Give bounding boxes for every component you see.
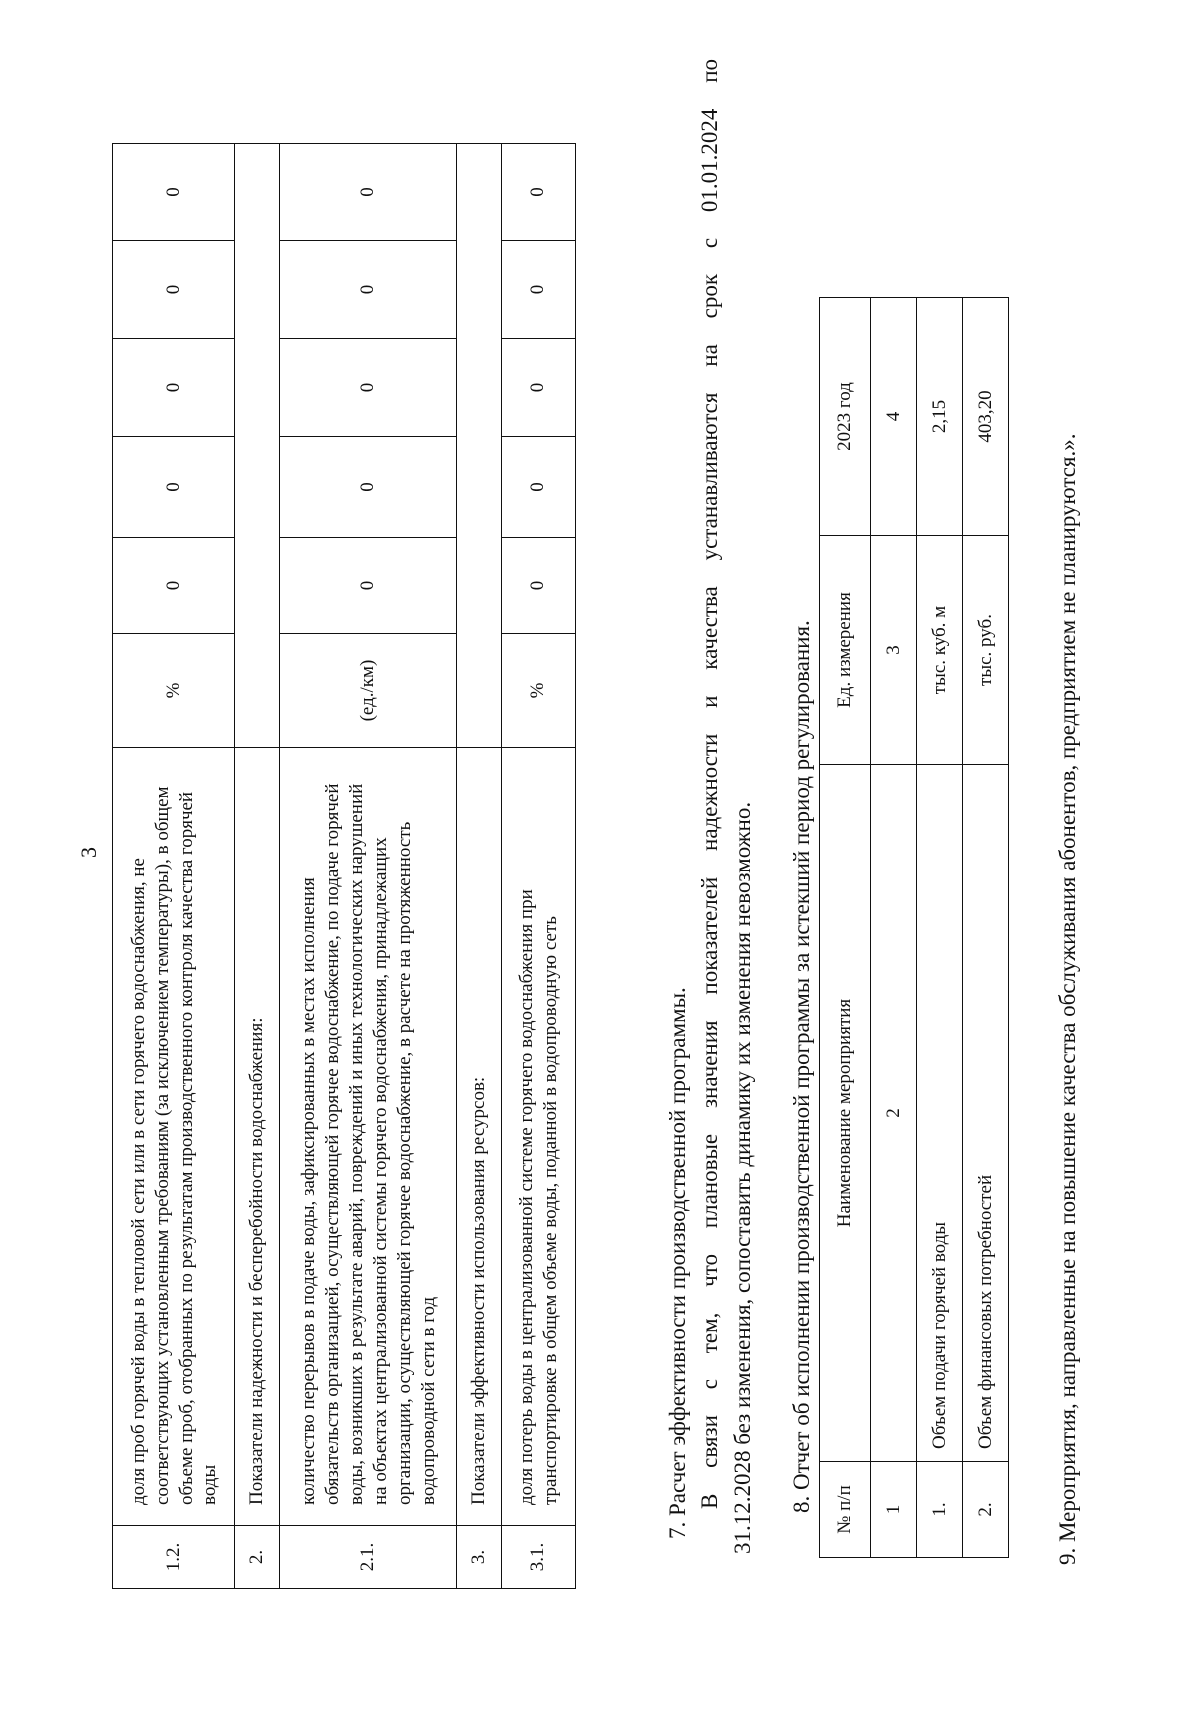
indicator-row [113,144,235,1589]
section-9-text: 9. Мероприятия, направленные на повышение качества обслуживания абонентов, предприятием не планируются.». [1055,433,1080,1565]
value-cell: 0 [279,339,456,437]
value-cell: 0 [501,339,575,437]
header-cell: 2023 год [820,298,871,536]
section-row [235,144,280,1589]
activity-name: Объем подачи горячей воды [917,765,963,1462]
indicators-table [112,143,576,1589]
value-cell: 0 [501,144,575,241]
page-number: 3 [76,847,101,858]
value-cell: 0 [501,538,575,634]
section-heading: Показатели надежности и бесперебойности водоснабжения: [235,748,280,1526]
row-number: 1. [917,1462,963,1558]
section-7-paragraph-line-1: В связи с тем, что плановые значения показателей надежности и качества устанавливаются на срок с 01.01.2024 по [697,59,722,1509]
indicator-description: доля проб горячей воды в тепловой сети или в сети горячего водоснабжения, не соответствующих установленным требованиям (за исключением температуры), в общем объеме проб, отобранных по результатам производственного контроля качества горячей воды [113,748,235,1526]
section-8-title: 8. Отчет об исполнении производственной программы за истекший период регулирования. [789,620,814,1513]
column-number: 4 [871,298,917,536]
unit-cell: (ед./км) [279,634,456,748]
section-heading: Показатели эффективности использования ресурсов: [456,748,501,1526]
header-cell: № п/п [820,1462,871,1558]
empty-cell [235,144,280,748]
section-row [456,144,501,1589]
row-number: 2.1. [279,1526,456,1589]
value-cell: 0 [501,437,575,538]
report-header-row [820,298,871,1558]
table-row [963,298,1009,1558]
header-cell: Ед. измерения [820,536,871,765]
section-7-title: 7. Расчет эффективности производственной программы. [665,987,690,1539]
column-number: 2 [871,765,917,1462]
unit-cell: тыс. куб. м [917,536,963,765]
value-cell: 0 [113,241,235,339]
value-cell: 0 [279,144,456,241]
row-number: 2. [963,1462,1009,1558]
unit-cell: % [113,634,235,748]
column-number-row [871,298,917,1558]
header-cell: Наименование мероприятия [820,765,871,1462]
value-cell: 0 [113,144,235,241]
row-number: 3.1. [501,1526,575,1589]
unit-cell: % [501,634,575,748]
indicator-row [279,144,456,1589]
row-number: 3. [456,1526,501,1589]
row-number: 2. [235,1526,280,1589]
activity-name: Объем финансовых потребностей [963,765,1009,1462]
value-cell: 0 [113,437,235,538]
report-table [819,297,1009,1558]
empty-cell [456,144,501,748]
value-cell: 2,15 [917,298,963,536]
value-cell: 0 [279,241,456,339]
unit-cell: тыс. руб. [963,536,1009,765]
value-cell: 0 [501,241,575,339]
value-cell: 0 [113,339,235,437]
indicator-row [501,144,575,1589]
row-number: 1.2. [113,1526,235,1589]
column-number: 1 [871,1462,917,1558]
value-cell: 0 [279,538,456,634]
indicator-description: количество перерывов в подаче воды, зафиксированных в местах исполнения обязательств организацией, осуществляющей горячее водоснабжение, по подаче горячей воды, возникших в результате аварий, повреждений и иных технологических нарушений на объектах централизованной системы горячего водоснабжения, принадлежащих организации, осуществляющей горячее водоснабжение, в расчете на протяженность водопроводной сети в год [279,748,456,1526]
value-cell: 0 [279,437,456,538]
value-cell: 403,20 [963,298,1009,536]
table-row [917,298,963,1558]
value-cell: 0 [113,538,235,634]
section-7-paragraph-line-2: 31.12.2028 без изменения, сопоставить динамику их изменения невозможно. [730,801,755,1554]
indicator-description: доля потерь воды в централизованной системе горячего водоснабжения при транспортировке в общем объеме воды, поданной в водопроводную сеть [501,748,575,1526]
column-number: 3 [871,536,917,765]
